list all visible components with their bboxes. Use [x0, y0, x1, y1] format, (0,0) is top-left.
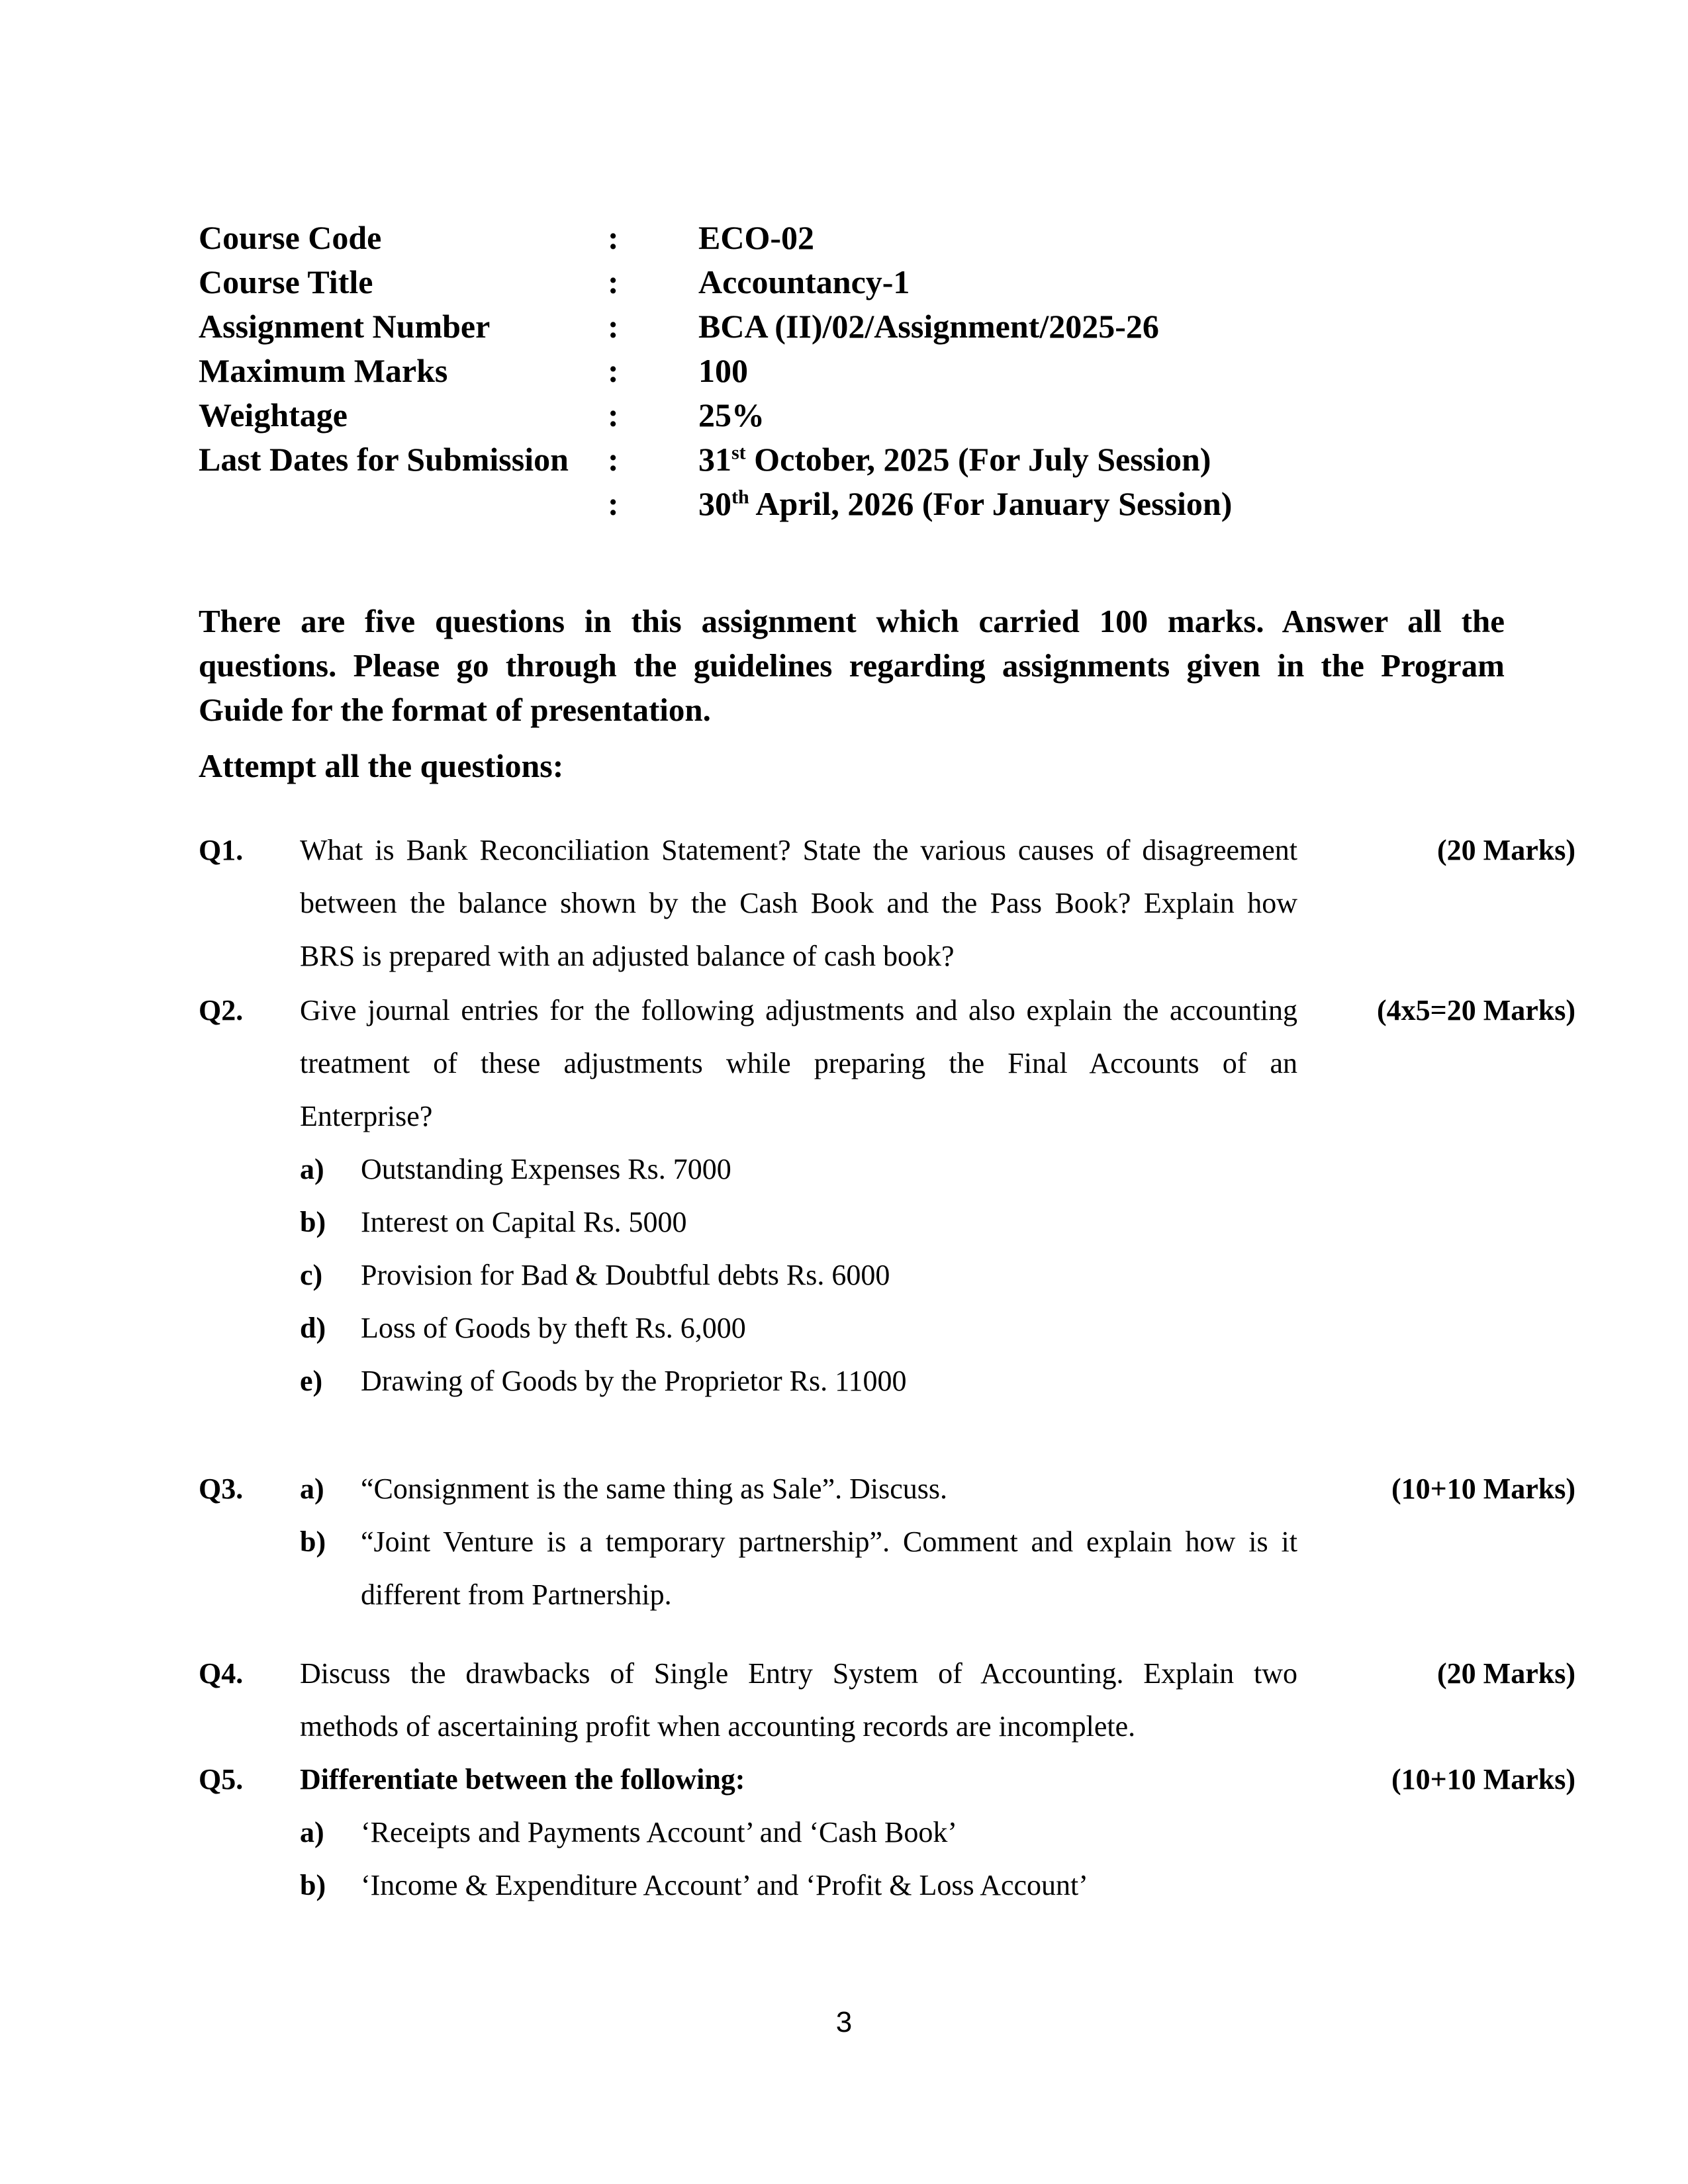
question-number: Q3. [199, 1473, 244, 1505]
header-row [199, 393, 1232, 437]
question-q3 [199, 1463, 1575, 1621]
header-row-label: Weightage [199, 396, 348, 433]
question-text [300, 1647, 1297, 1753]
value-superscript: st [731, 441, 746, 464]
attempt-heading: Attempt all the questions: [199, 747, 564, 784]
question-line: treatment of these adjustments while preparing the Final Accounts of an [300, 1047, 1297, 1079]
question-number: Q5. [199, 1763, 244, 1796]
sub-item [300, 1249, 1297, 1302]
sub-item [300, 1143, 1297, 1196]
question-line: between the balance shown by the Cash Book and the Pass Book? Explain how [300, 887, 1297, 919]
sub-item-text: ‘Receipts and Payments Account’ and ‘Cash Book’ [361, 1816, 957, 1848]
header-row-value [698, 349, 1232, 393]
header-row [199, 482, 1232, 526]
intro-line: Guide for the format of presentation. [199, 692, 711, 728]
page-number: 3 [835, 2006, 853, 2038]
sub-item [300, 1859, 1297, 1912]
sub-item-label: c) [300, 1259, 323, 1291]
header-row-value [698, 216, 1232, 260]
header-row-label: Maximum Marks [199, 352, 448, 389]
marks-label: (20 Marks) [1437, 834, 1575, 866]
marks-label: (20 Marks) [1437, 1657, 1575, 1690]
intro-line: There are five questions in this assignment which carried 100 marks. Answer all the [199, 603, 1505, 639]
marks-label: (4x5=20 Marks) [1376, 994, 1575, 1026]
sub-item [300, 1463, 1297, 1516]
value-text: BCA (II)/02/Assignment/2025-26 [698, 308, 1159, 345]
sub-item-text: ‘Income & Expenditure Account’ and ‘Profit & Loss Account’ [361, 1869, 1088, 1901]
sub-item-label: b) [300, 1206, 326, 1238]
value-text: 100 [698, 352, 748, 389]
sub-item-text: “Consignment is the same thing as Sale”. Discuss. [361, 1473, 947, 1505]
value-text: 25% [698, 396, 765, 433]
header-row [199, 304, 1232, 349]
header-row-label: Last Dates for Submission [199, 441, 569, 478]
sub-item-label: a) [300, 1153, 324, 1185]
marks-label: (10+10 Marks) [1391, 1763, 1575, 1796]
sub-item-label: a) [300, 1473, 324, 1505]
marks-label: (10+10 Marks) [1391, 1473, 1575, 1505]
header-row-colon: : [608, 485, 619, 522]
header-row-value [698, 304, 1232, 349]
header-row [199, 216, 1232, 260]
header-row [199, 437, 1232, 482]
sub-item-text: Provision for Bad & Doubtful debts Rs. 6000 [361, 1259, 890, 1291]
header-row-label: Course Code [199, 219, 382, 256]
header-row [199, 349, 1232, 393]
question-line: Give journal entries for the following adjustments and also explain the accounting [300, 994, 1297, 1026]
header-row-colon: : [608, 308, 619, 345]
header-row-colon: : [608, 219, 619, 256]
header-row-value [698, 437, 1232, 482]
question-number: Q2. [199, 994, 244, 1026]
sub-item-label: b) [300, 1869, 326, 1901]
sub-item [300, 1196, 1297, 1249]
sub-item-text: “Joint Venture is a temporary partnership”. Comment and explain how is it [361, 1525, 1297, 1558]
question-text [300, 1753, 1297, 1912]
header-row-colon: : [608, 441, 619, 478]
value-text-rest: October, 2025 (For July Session) [745, 441, 1211, 478]
question-q4 [199, 1647, 1575, 1753]
value-text: ECO-02 [698, 219, 814, 256]
sub-item-text: Interest on Capital Rs. 5000 [361, 1206, 687, 1238]
question-line: Discuss the drawbacks of Single Entry System of Accounting. Explain two [300, 1657, 1297, 1690]
sub-item-label: e) [300, 1365, 323, 1397]
sub-item-label: d) [300, 1312, 326, 1344]
question-line: BRS is prepared with an adjusted balance of cash book? [300, 940, 955, 972]
header-row-colon: : [608, 396, 619, 433]
question-text [300, 824, 1297, 983]
question-text [300, 984, 1297, 1408]
question-continuation-line: different from Partnership. [361, 1578, 672, 1611]
question-number: Q4. [199, 1657, 244, 1690]
header-row-value [698, 393, 1232, 437]
header-row [199, 260, 1232, 304]
header-row-value [698, 260, 1232, 304]
sub-item [300, 1806, 1297, 1859]
header-row-label: Course Title [199, 263, 373, 300]
question-q5 [199, 1753, 1575, 1912]
intro-paragraph [199, 599, 1505, 732]
question-q2 [199, 984, 1575, 1408]
question-q1 [199, 824, 1575, 983]
sub-item [300, 1302, 1297, 1355]
sub-item [300, 1516, 1297, 1569]
header-row-label: Assignment Number [199, 308, 491, 345]
question-number: Q1. [199, 834, 244, 866]
value-text: 31 [698, 441, 731, 478]
header-row-value [698, 482, 1232, 526]
question-text [300, 1463, 1297, 1621]
sub-item-text: Loss of Goods by theft Rs. 6,000 [361, 1312, 746, 1344]
sub-item-label: b) [300, 1525, 326, 1558]
value-superscript: th [731, 486, 749, 508]
sub-item-label: a) [300, 1816, 324, 1848]
question-line: methods of ascertaining profit when accounting records are incomplete. [300, 1710, 1136, 1743]
question-line: Enterprise? [300, 1100, 433, 1132]
header-row-label [199, 482, 608, 526]
intro-line: questions. Please go through the guidelines regarding assignments given in the Program [199, 647, 1505, 684]
value-text: 30 [698, 485, 731, 522]
header-row-colon: : [608, 352, 619, 389]
question-line: What is Bank Reconciliation Statement? State the various causes of disagreement [300, 834, 1297, 866]
sub-item [300, 1355, 1297, 1408]
sub-item-text: Drawing of Goods by the Proprietor Rs. 11000 [361, 1365, 907, 1397]
header-row-colon: : [608, 263, 619, 300]
value-text: Accountancy-1 [698, 263, 910, 300]
sub-item-text: Outstanding Expenses Rs. 7000 [361, 1153, 731, 1185]
question-title-line: Differentiate between the following: [300, 1763, 745, 1796]
header-block [199, 216, 1232, 526]
value-text-rest: April, 2026 (For January Session) [749, 485, 1233, 522]
